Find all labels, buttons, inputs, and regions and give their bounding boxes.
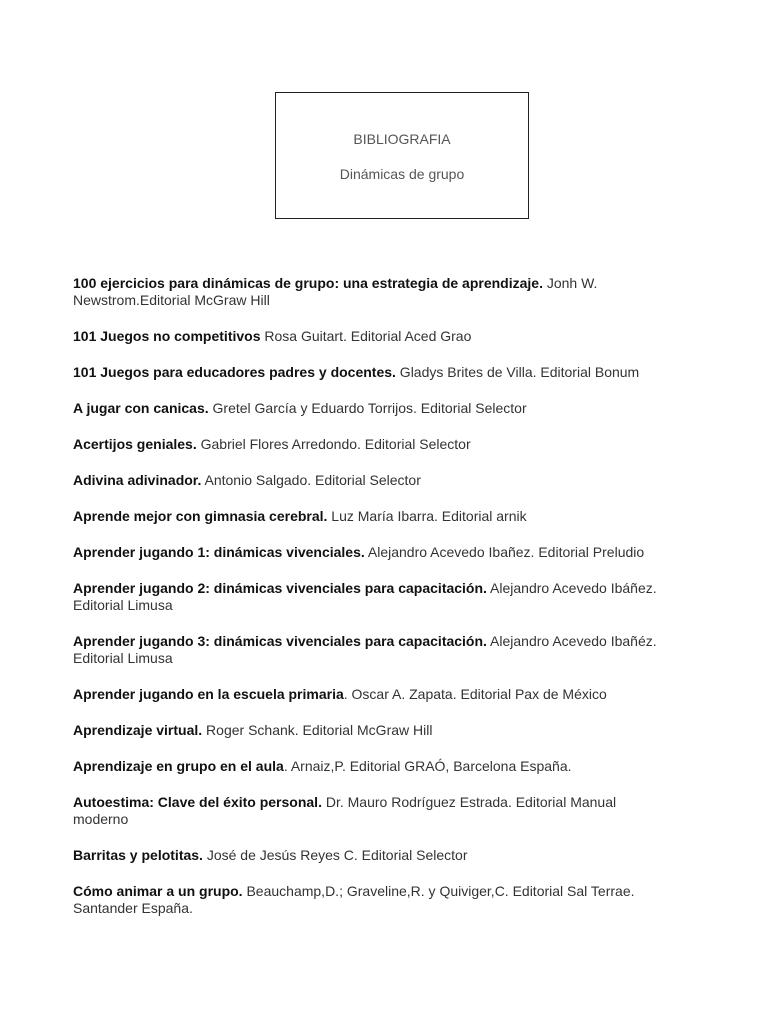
bibliography-entry: [73, 758, 673, 775]
bibliography-list: [73, 275, 673, 936]
bibliography-entry: [73, 275, 673, 309]
entry-details: Antonio Salgado. Editorial Selector: [201, 472, 421, 488]
entry-title: Cómo animar a un grupo.: [73, 883, 243, 899]
entry-details: Gretel García y Eduardo Torrijos. Editorial Selector: [208, 400, 527, 416]
entry-details: Jonh W. Newstrom.Editorial McGraw Hill: [73, 275, 598, 308]
entry-title: Adivina adivinador.: [73, 472, 202, 488]
bibliography-entry: [73, 544, 673, 561]
document-title: BIBLIOGRAFIA: [353, 131, 451, 147]
bibliography-entry: [73, 472, 673, 489]
entry-title: Aprendizaje en grupo en el aula: [73, 758, 284, 774]
bibliography-entry: [73, 633, 673, 667]
entry-title: 101 Juegos no competitivos: [73, 328, 261, 344]
entry-details: Rosa Guitart. Editorial Aced Grao: [260, 328, 472, 344]
entry-title: A jugar con canicas.: [73, 400, 209, 416]
document-subtitle: Dinámicas de grupo: [339, 166, 465, 182]
entry-details: . Oscar A. Zapata. Editorial Pax de México: [343, 686, 607, 702]
entry-title: Aprendizaje virtual.: [73, 722, 203, 738]
bibliography-entry: [73, 364, 673, 381]
entry-title: Aprender jugando 1: dinámicas vivenciales.: [73, 544, 365, 560]
bibliography-entry: [73, 686, 673, 703]
bibliography-entry: [73, 883, 673, 917]
entry-title: Aprender jugando 2: dinámicas vivenciales para capacitación.: [73, 580, 487, 596]
bibliography-entry: [73, 722, 673, 739]
bibliography-entry: [73, 328, 673, 345]
entry-details: Gabriel Flores Arredondo. Editorial Selector: [196, 436, 471, 452]
bibliography-entry: [73, 580, 673, 614]
bibliography-entry: [73, 508, 673, 525]
entry-details: Luz María Ibarra. Editorial arnik: [327, 508, 527, 524]
bibliography-entry: [73, 794, 673, 828]
bibliography-entry: [73, 847, 673, 864]
entry-details: Alejandro Acevedo Ibáñez. Editorial Limusa: [73, 580, 657, 613]
entry-title: Aprender jugando en la escuela primaria: [73, 686, 344, 702]
entry-details: Alejandro Acevedo Ibañéz. Editorial Limusa: [73, 633, 657, 666]
entry-title: Aprende mejor con gimnasia cerebral.: [73, 508, 328, 524]
entry-details: . Arnaiz,P. Editorial GRAÓ, Barcelona España.: [283, 758, 572, 774]
entry-details: Gladys Brites de Villa. Editorial Bonum: [395, 364, 640, 380]
bibliography-entry: [73, 436, 673, 453]
title-box: [275, 92, 529, 219]
entry-title: Aprender jugando 3: dinámicas vivenciales para capacitación.: [73, 633, 487, 649]
entry-title: Autoestima: Clave del éxito personal.: [73, 794, 322, 810]
entry-details: Alejandro Acevedo Ibañez. Editorial Preludio: [364, 544, 645, 560]
bibliography-entry: [73, 400, 673, 417]
entry-details: Dr. Mauro Rodríguez Estrada. Editorial Manual moderno: [73, 794, 617, 827]
entry-details: José de Jesús Reyes C. Editorial Selector: [202, 847, 468, 863]
entry-title: Acertijos geniales.: [73, 436, 197, 452]
entry-title: Barritas y pelotitas.: [73, 847, 203, 863]
entry-title: 101 Juegos para educadores padres y docentes.: [73, 364, 396, 380]
entry-details: Beauchamp,D.; Graveline,R. y Quiviger,C. Editorial Sal Terrae. Santander España.: [73, 883, 635, 916]
entry-details: Roger Schank. Editorial McGraw Hill: [202, 722, 433, 738]
entry-title: 100 ejercicios para dinámicas de grupo: una estrategia de aprendizaje.: [73, 275, 543, 291]
